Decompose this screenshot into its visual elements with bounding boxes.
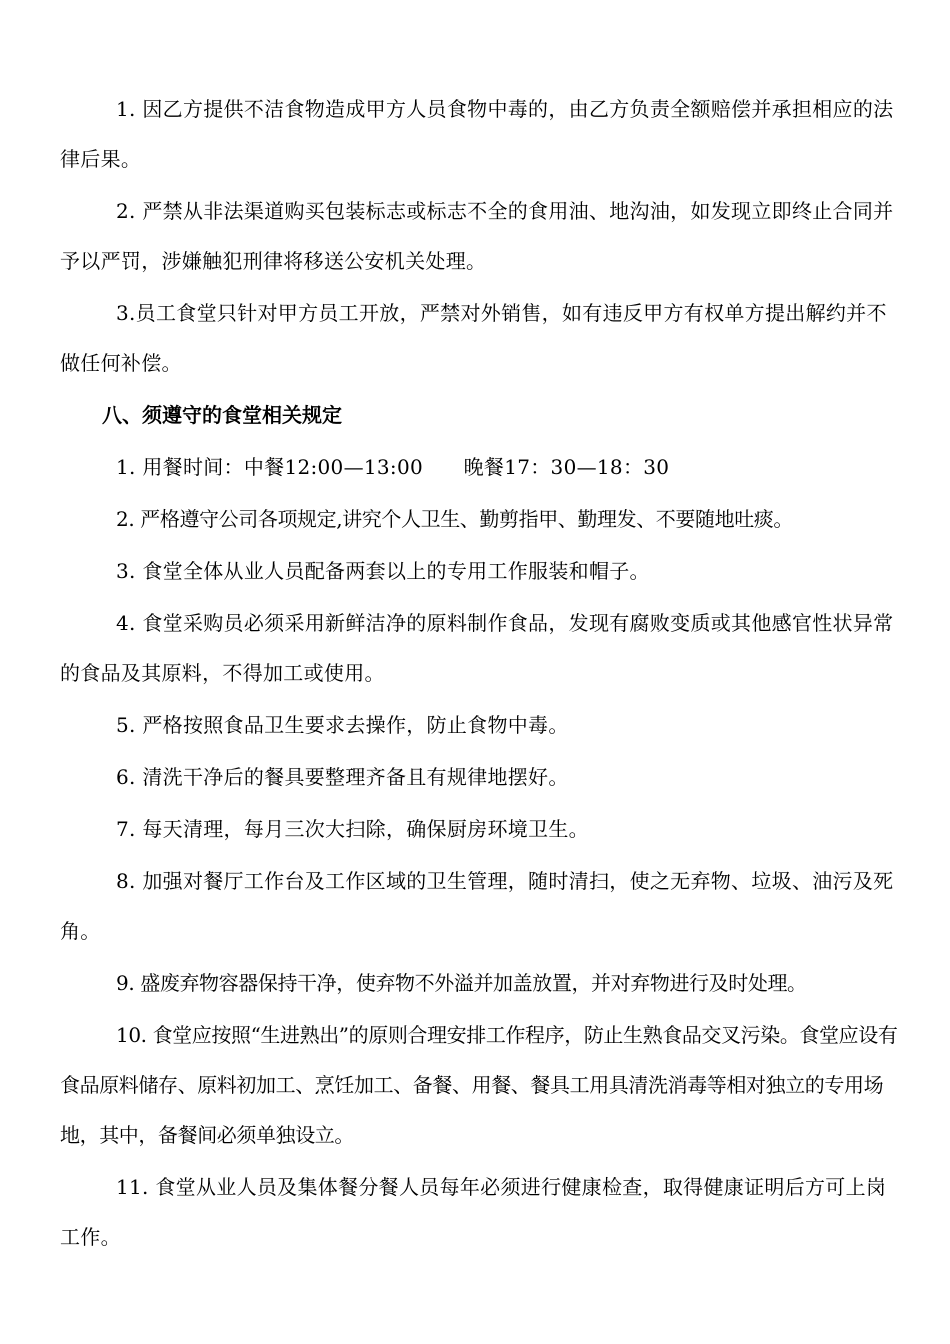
rule-8: 8. 加强对餐厅工作台及工作区域的卫生管理，随时清扫，使之无弃物、垃圾、油污及死角。 xyxy=(60,869,894,943)
rule-4: 4. 食堂采购员必须采用新鲜洁净的原料制作食品，发现有腐败变质或其他感官性状异常的食品及其原料，不得加工或使用。 xyxy=(60,611,894,685)
rule-10: 10. 食堂应按照“生进熟出”的原则合理安排工作程序，防止生熟食品交叉污染。食堂应设有食品原料储存、原料初加工、烹饪加工、备餐、用餐、餐具工用具清洗消毒等相对独立的专用场地，其中，备餐间必须单独设立。 xyxy=(60,1023,898,1147)
rule-5: 5. 严格按照食品卫生要求去操作，防止食物中毒。 xyxy=(116,713,569,737)
rule-1-meal-time: 1. 用餐时间：中餐12:00—13:00 晚餐17：30—18：30 xyxy=(116,455,670,479)
rule-9: 9. 盛废弃物容器保持干净，使弃物不外溢并加盖放置，并对弃物进行及时处理。 xyxy=(116,971,807,995)
rule-2: 2. 严格遵守公司各项规定,讲究个人卫生、勤剪指甲、勤理发、不要随地吐痰。 xyxy=(116,507,793,531)
document-page xyxy=(60,84,900,1264)
rule-7: 7. 每天清理，每月三次大扫除，确保厨房环境卫生。 xyxy=(116,817,589,841)
rule-3: 3. 食堂全体从业人员配备两套以上的专用工作服装和帽子。 xyxy=(116,559,650,583)
clause-7-3: 3.员工食堂只针对甲方员工开放，严禁对外销售，如有违反甲方有权单方提出解约并不做任何补偿。 xyxy=(60,301,887,375)
clause-7-2: 2. 严禁从非法渠道购买包装标志或标志不全的食用油、地沟油，如发现立即终止合同并予以严罚，涉嫌触犯刑律将移送公安机关处理。 xyxy=(60,199,894,273)
section-heading-8: 八、须遵守的食堂相关规定 xyxy=(102,403,342,427)
clause-7-1: 1. 因乙方提供不洁食物造成甲方人员食物中毒的，由乙方负责全额赔偿并承担相应的法律后果。 xyxy=(60,97,894,171)
rule-11: 11. 食堂从业人员及集体餐分餐人员每年必须进行健康检查，取得健康证明后方可上岗工作。 xyxy=(60,1175,887,1249)
rule-6: 6. 清洗干净后的餐具要整理齐备且有规律地摆好。 xyxy=(116,765,569,789)
